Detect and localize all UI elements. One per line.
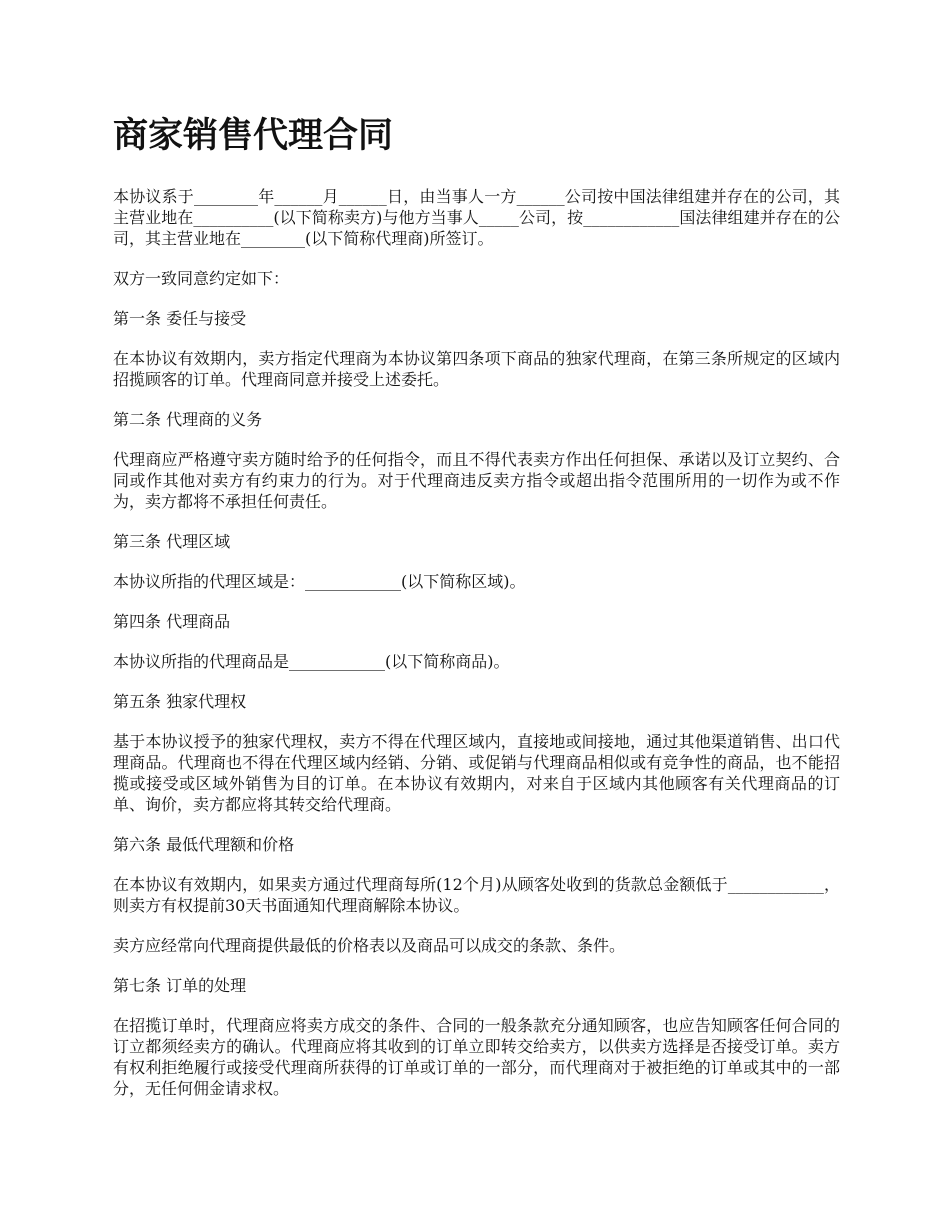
document-title: 商家销售代理合同 [113,115,394,156]
article-7-heading: 第七条 订单的处理 [113,976,247,995]
article-1-body: 在本协议有效期内，卖方指定代理商为本协议第四条项下商品的独家代理商，在第三条所规定的区域内招揽顾客的订单。代理商同意并接受上述委托。 [113,349,840,389]
article-6-body-1: 在本协议有效期内，如果卖方通过代理商每所(12个月)从顾客处收到的货款总金额低于____________，则卖方有权提前30天书面通知代理商解除本协议。 [113,875,840,915]
article-5-heading: 第五条 独家代理权 [113,692,247,711]
article-7-body: 在招揽订单时，代理商应将卖方成交的条件、合同的一般条款充分通知顾客，也应告知顾客任何合同的订立都须经卖方的确认。代理商应将其收到的订单立即转交给卖方，以供卖方选择是否接受订单。卖方有权利拒绝履行或接受代理商所获得的订单或订单的一部分，而代理商对于被拒绝的订单或其中的一部分，无任何佣金请求权。 [113,1016,840,1098]
article-2-heading: 第二条 代理商的义务 [113,410,263,429]
article-2-body: 代理商应严格遵守卖方随时给予的任何指令，而且不得代表卖方作出任何担保、承诺以及订立契约、合同或作其他对卖方有约束力的行为。对于代理商违反卖方指令或超出指令范围所用的一切作为或不作为，卖方都将不承担任何责任。 [113,450,840,511]
intro-paragraph: 本协议系于________年______月______日，由当事人一方______公司按中国法律组建并存在的公司，其主营业地在__________(以下简称卖方)与他方当事人_____公司，按____________国法律组建并存在的公司，其主营业地在________(以下简称代理商)所签订。 [113,187,840,248]
article-3-body: 本协议所指的代理区域是：____________(以下简称区域)。 [113,572,526,591]
agreement-statement: 双方一致同意约定如下： [113,269,290,288]
article-3-heading: 第三条 代理区域 [113,532,231,551]
document-page [113,112,840,1118]
article-5-body: 基于本协议授予的独家代理权，卖方不得在代理区域内，直接地或间接地，通过其他渠道销售、出口代理商品。代理商也不得在代理区域内经销、分销、或促销与代理商品相似或有竞争性的商品，也不能招揽或接受或区域外销售为目的订单。在本协议有效期内，对来自于区域内其他顾客有关代理商品的订单、询价，卖方都应将其转交给代理商。 [113,732,840,814]
article-6-heading: 第六条 最低代理额和价格 [113,835,295,854]
article-6-body-2: 卖方应经常向代理商提供最低的价格表以及商品可以成交的条款、条件。 [113,936,626,955]
article-1-heading: 第一条 委任与接受 [113,309,247,328]
article-4-body: 本协议所指的代理商品是____________(以下简称商品)。 [113,652,510,671]
article-4-heading: 第四条 代理商品 [113,612,231,631]
